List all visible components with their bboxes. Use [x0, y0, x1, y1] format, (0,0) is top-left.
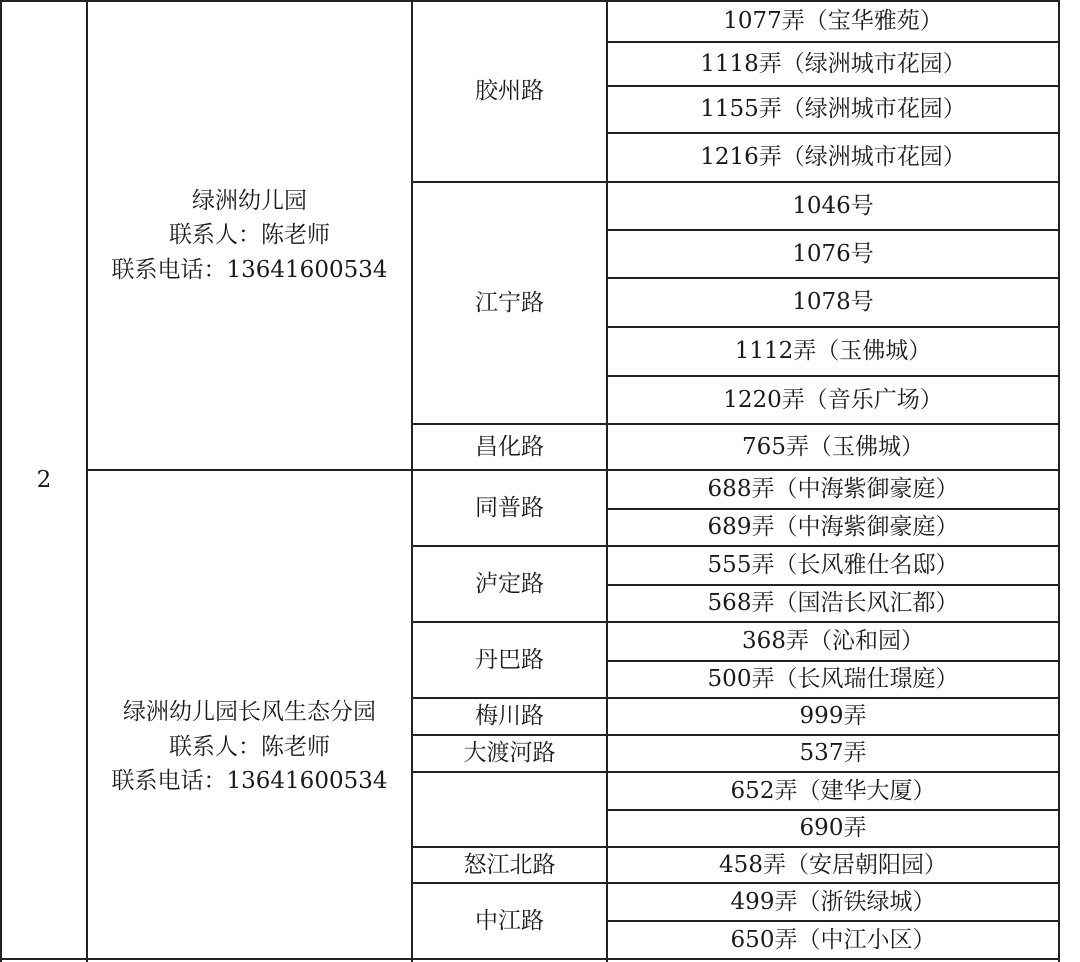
road-name: 梅川路: [475, 703, 544, 729]
road-name: 大渡河路: [463, 740, 556, 766]
road-name: 同普路: [475, 494, 544, 521]
address-cell: 1216弄（绿洲城市花园）: [700, 144, 966, 170]
kindergarten-name: 绿洲幼儿园: [192, 187, 307, 214]
address-cell: 1118弄（绿洲城市花园）: [700, 50, 966, 77]
address-cell: 537弄: [799, 740, 867, 766]
address-cell: 689弄（中海紫御豪庭）: [707, 514, 959, 540]
road-name: 怒江北路: [463, 851, 556, 878]
address-cell: 1078号: [792, 289, 874, 315]
kindergarten-cell: [88, 2, 411, 469]
address-cell: 500弄（长风瑞仕璟庭）: [707, 666, 959, 692]
kindergarten-name: 绿洲幼儿园长风生态分园: [123, 699, 376, 726]
address-cell: 368弄（沁和园）: [742, 628, 924, 654]
road-name: 丹巴路: [475, 646, 544, 673]
road-name: 泸定路: [475, 570, 544, 597]
address-cell: 568弄（国浩长风汇都）: [707, 590, 959, 616]
table-border-right: [1058, 0, 1060, 962]
road-name: 胶州路: [475, 78, 544, 104]
address-cell: 688弄（中海紫御豪庭）: [707, 476, 959, 502]
address-cell: 1077弄（宝华雅苑）: [723, 8, 943, 34]
address-cell: 1046号: [792, 192, 874, 219]
kindergarten-contact: 联系人：陈老师: [169, 222, 330, 249]
address-cell: 765弄（玉佛城）: [742, 433, 924, 460]
kindergarten-phone: 联系电话：13641600534: [111, 768, 388, 795]
road-name: [413, 773, 606, 846]
kindergarten-phone: 联系电话：13641600534: [111, 256, 388, 283]
address-cell: 652弄（建华大厦）: [730, 777, 936, 804]
address-cell: 499弄（浙铁绿城）: [730, 888, 936, 915]
kindergarten-cell: [88, 535, 411, 959]
road-name: 昌化路: [475, 433, 544, 460]
address-cell: 1076号: [792, 240, 874, 267]
address-cell: 999弄: [799, 703, 867, 729]
row-number: 2: [36, 466, 52, 493]
address-cell: 458弄（安居朝阳园）: [719, 851, 947, 878]
address-cell: 1112弄（玉佛城）: [734, 338, 932, 364]
kindergarten-contact: 联系人：陈老师: [169, 733, 330, 760]
road-name: 中江路: [475, 907, 544, 934]
address-cell: 690弄: [799, 815, 867, 841]
address-cell: 1155弄（绿洲城市花园）: [700, 96, 966, 122]
address-cell: 1220弄（音乐广场）: [723, 386, 943, 413]
address-cell: 555弄（长风雅仕名邸）: [707, 552, 959, 578]
address-cell: 650弄（中江小区）: [730, 926, 936, 953]
road-name: 江宁路: [475, 289, 544, 316]
